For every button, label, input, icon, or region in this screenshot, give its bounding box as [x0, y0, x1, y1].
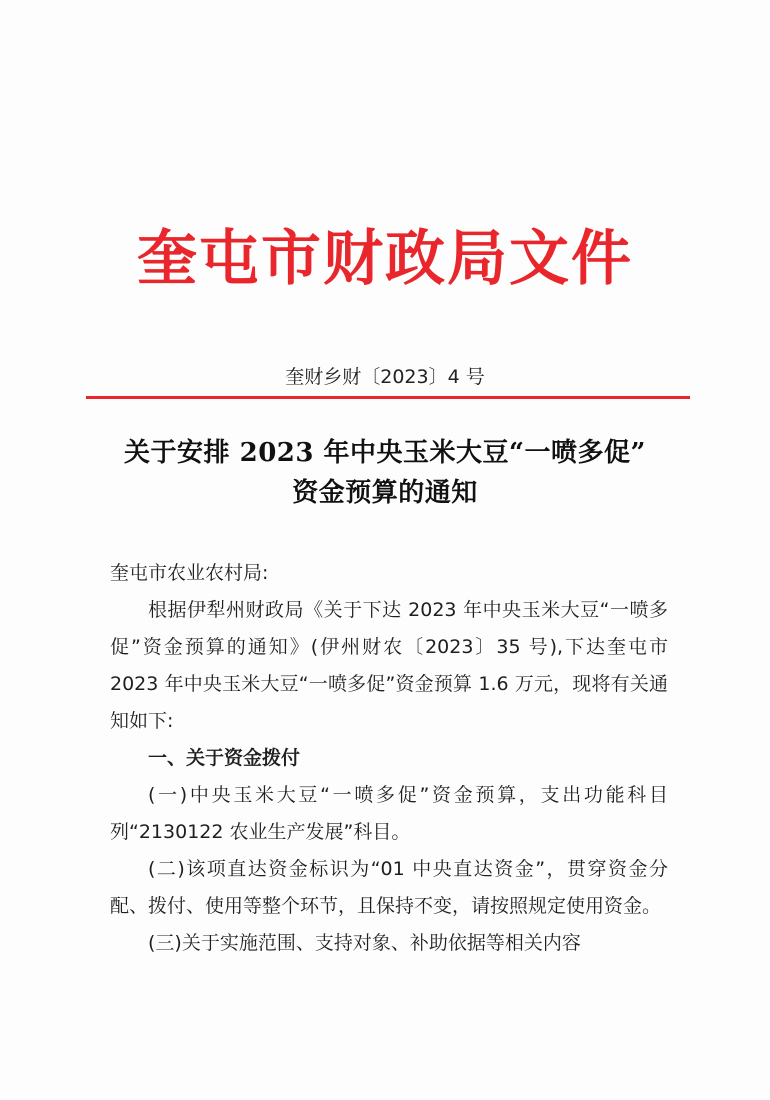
item-paragraph-3: (三)关于实施范围、支持对象、补助依据等相关内容	[148, 932, 581, 954]
item-paragraph-2: (二)该项直达资金标识为“01 中央直达资金”，贯穿资金分配、拨付、使用等整个环节，且保持不变，请按照规定使用资金。	[110, 858, 668, 917]
red-divider-line	[86, 396, 690, 399]
intro-paragraph: 根据伊犁州财政局《关于下达 2023 年中央玉米大豆“一喷多促”资金预算的通知》(伊州财农〔2023〕35 号),下达奎屯市 2023 年中央玉米大豆“一喷多促”资金预算 1.6 万元，现将有关通知如下:	[110, 599, 668, 732]
notice-title-line-1: 关于安排 2023 年中央玉米大豆“一喷多促”	[124, 438, 646, 468]
section-heading-1: 一、关于资金拨付	[148, 747, 301, 769]
document-number: 奎财乡财〔2023〕4 号	[285, 366, 485, 388]
item-paragraph-1: (一)中央玉米大豆“一喷多促”资金预算，支出功能科目列“2130122 农业生产发展”科目。	[110, 784, 668, 843]
notice-title-line-2: 资金预算的通知	[292, 478, 478, 508]
notice-body	[110, 555, 668, 962]
masthead-title: 奎屯市财政局文件	[137, 224, 633, 294]
notice-title	[95, 433, 675, 513]
addressee: 奎屯市农业农村局:	[110, 562, 269, 584]
